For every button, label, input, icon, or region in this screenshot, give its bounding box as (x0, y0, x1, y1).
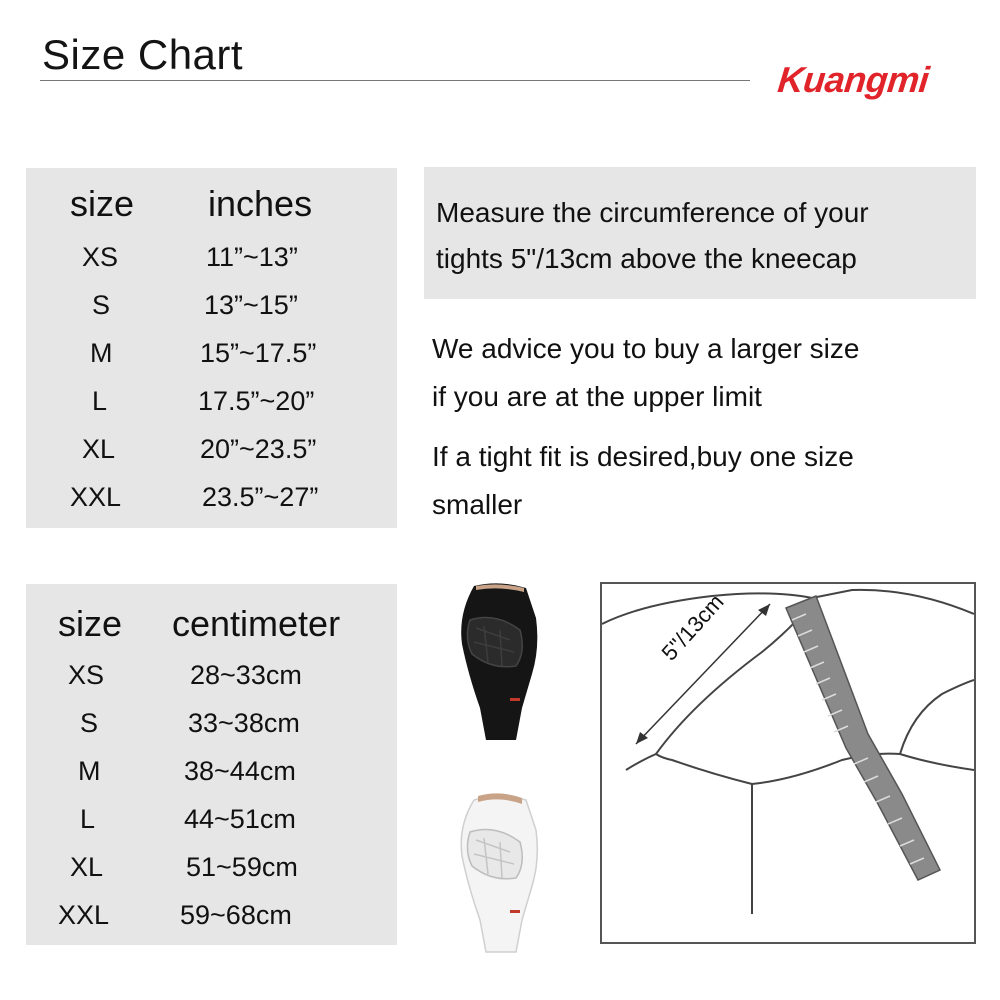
leg-outline-drawing (602, 584, 974, 942)
measure-distance-label: 5"/13cm (656, 589, 729, 666)
inches-range-xxl: 23.5”~27” (202, 482, 319, 512)
inches-size-xl: XL (82, 434, 116, 464)
advice-line2: if you are at the upper limit (432, 381, 762, 412)
cm-range-l: 44~51cm (184, 804, 296, 834)
cm-size-l: L (80, 804, 96, 834)
cm-size-xl: XL (70, 852, 104, 882)
white-knee-sleeve-image (440, 790, 550, 956)
page-title: Size Chart (42, 31, 244, 78)
inches-range-l: 17.5”~20” (198, 386, 315, 416)
inches-header-size: size (70, 183, 135, 224)
measure-instruction-line1: Measure the circumference of your (436, 197, 869, 228)
fit-line2: smaller (432, 489, 523, 520)
cm-header-unit: centimeter (172, 603, 341, 644)
inches-range-xl: 20”~23.5” (200, 434, 317, 464)
black-knee-sleeve-image (440, 578, 550, 744)
inches-size-xs: XS (82, 242, 119, 272)
cm-range-s: 33~38cm (188, 708, 300, 738)
measure-instruction-line2: tights 5"/13cm above the kneecap (436, 243, 857, 274)
inches-range-xs: 11”~13” (206, 242, 298, 272)
cm-range-m: 38~44cm (184, 756, 296, 786)
inches-size-table (26, 168, 397, 528)
inches-size-xxl: XXL (70, 482, 122, 512)
cm-range-xxl: 59~68cm (180, 900, 292, 930)
cm-range-xs: 28~33cm (190, 660, 302, 690)
cm-size-m: M (78, 756, 101, 786)
inches-range-m: 15”~17.5” (200, 338, 317, 368)
cm-range-xl: 51~59cm (186, 852, 298, 882)
inches-size-m: M (90, 338, 113, 368)
cm-header-size: size (58, 603, 123, 644)
brand-logo: Kuangmi (775, 59, 931, 100)
fit-line1: If a tight fit is desired,buy one size (432, 441, 854, 472)
inches-size-l: L (92, 386, 108, 416)
inches-range-s: 13”~15” (204, 290, 298, 320)
inches-size-s: S (92, 290, 111, 320)
measurement-diagram (600, 582, 976, 944)
cm-size-xxl: XXL (58, 900, 110, 930)
centimeter-size-table (26, 584, 397, 945)
advice-line1: We advice you to buy a larger size (432, 333, 860, 364)
inches-header-unit: inches (208, 183, 313, 224)
sizing-advice (432, 326, 992, 536)
title-divider (40, 80, 750, 81)
cm-size-xs: XS (68, 660, 105, 690)
cm-size-s: S (80, 708, 99, 738)
measure-instruction-box (424, 167, 976, 299)
